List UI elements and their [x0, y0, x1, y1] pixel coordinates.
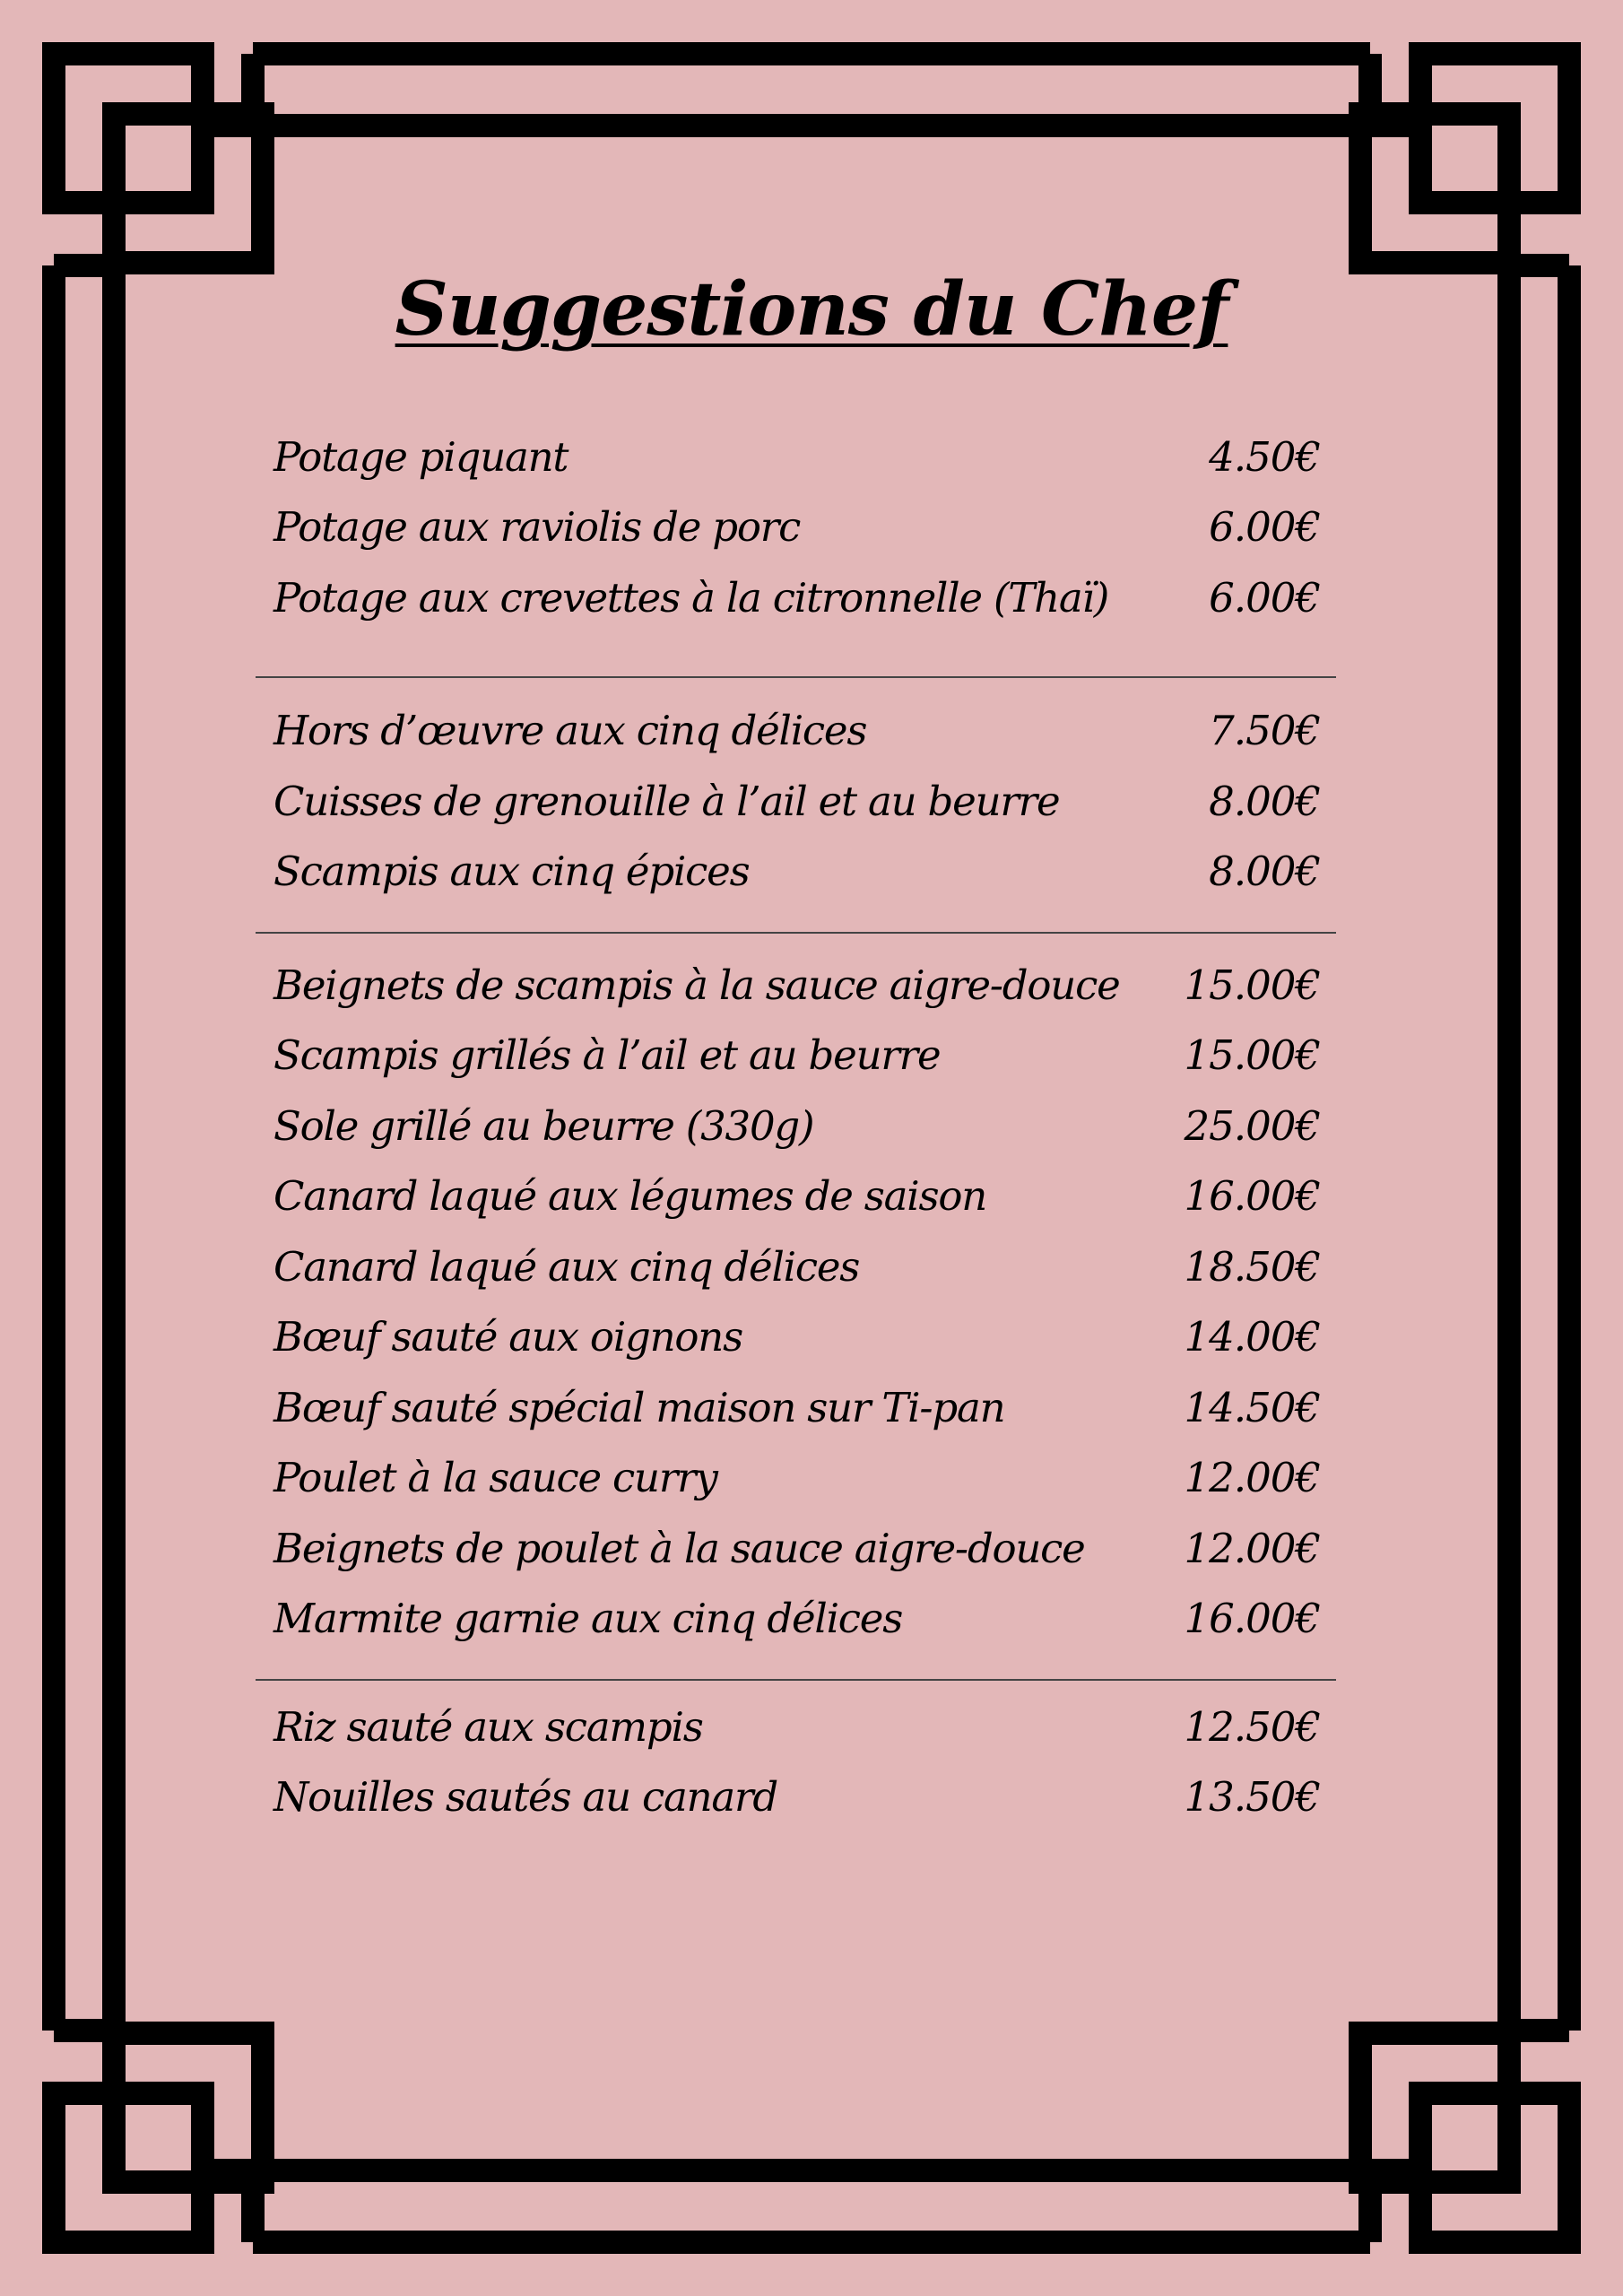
item-price: 8.00€ — [1209, 848, 1320, 896]
item-name: Bœuf sauté aux oignons — [273, 1313, 742, 1361]
item-name: Potage aux raviolis de porc — [273, 503, 801, 552]
menu-item — [256, 1231, 1336, 1302]
item-price: 6.00€ — [1209, 573, 1320, 622]
menu-section-soups — [256, 422, 1336, 633]
item-name: Nouilles sautés au canard — [273, 1773, 777, 1822]
item-name: Sole grillé au beurre (330g) — [273, 1101, 814, 1150]
item-price: 16.00€ — [1184, 1172, 1320, 1221]
item-price: 18.50€ — [1184, 1242, 1320, 1291]
menu-title — [0, 260, 1623, 359]
menu-item — [256, 837, 1336, 908]
item-price: 15.00€ — [1184, 1031, 1320, 1080]
item-name: Canard laqué aux légumes de saison — [273, 1172, 987, 1221]
item-name: Beignets de scampis à la sauce aigre-douce — [273, 961, 1120, 1009]
item-price: 25.00€ — [1184, 1101, 1320, 1150]
section-divider — [256, 932, 1336, 934]
menu-body — [256, 422, 1336, 1832]
item-price: 14.50€ — [1184, 1383, 1320, 1431]
item-name: Riz sauté aux scampis — [273, 1702, 703, 1751]
menu-item — [256, 1302, 1336, 1373]
item-price: 14.00€ — [1184, 1313, 1320, 1361]
menu-item — [256, 696, 1336, 767]
item-name: Potage piquant — [273, 432, 568, 481]
item-name: Bœuf sauté spécial maison sur Ti-pan — [273, 1383, 1005, 1431]
item-name: Hors d’œuvre aux cinq délices — [273, 707, 867, 755]
item-price: 16.00€ — [1184, 1595, 1320, 1643]
item-price: 13.50€ — [1184, 1773, 1320, 1822]
item-price: 6.00€ — [1209, 503, 1320, 552]
menu-section-mains — [256, 950, 1336, 1654]
menu-item — [256, 1762, 1336, 1833]
section-divider — [256, 676, 1336, 678]
item-name: Canard laqué aux cinq délices — [273, 1242, 860, 1291]
item-name: Marmite garnie aux cinq délices — [273, 1595, 903, 1643]
menu-item — [256, 950, 1336, 1021]
item-price: 15.00€ — [1184, 961, 1320, 1009]
item-price: 8.00€ — [1209, 777, 1320, 825]
item-name: Beignets de poulet à la sauce aigre-douce — [273, 1524, 1085, 1572]
item-name: Potage aux crevettes à la citronnelle (Thaï) — [273, 573, 1109, 622]
menu-item — [256, 1091, 1336, 1161]
menu-item — [256, 1584, 1336, 1655]
menu-item — [256, 766, 1336, 837]
item-name: Scampis aux cinq épices — [273, 848, 750, 896]
item-price: 12.00€ — [1184, 1454, 1320, 1502]
menu-item — [256, 562, 1336, 633]
menu-item — [256, 1443, 1336, 1514]
menu-item — [256, 492, 1336, 563]
menu-item — [256, 422, 1336, 492]
item-price: 12.00€ — [1184, 1524, 1320, 1572]
menu-section-starters — [256, 696, 1336, 908]
item-name: Cuisses de grenouille à l’ail et au beurre — [273, 777, 1060, 825]
item-price: 7.50€ — [1209, 707, 1320, 755]
item-name: Poulet à la sauce curry — [273, 1454, 717, 1502]
section-divider — [256, 1679, 1336, 1681]
item-price: 12.50€ — [1184, 1702, 1320, 1751]
menu-title-text: Suggestions du Chef — [395, 266, 1228, 352]
item-name: Scampis grillés à l’ail et au beurre — [273, 1031, 941, 1080]
menu-section-rice-noodles — [256, 1692, 1336, 1832]
menu-item — [256, 1513, 1336, 1584]
item-price: 4.50€ — [1209, 432, 1320, 481]
menu-item — [256, 1021, 1336, 1091]
menu-item — [256, 1692, 1336, 1762]
menu-item — [256, 1161, 1336, 1232]
menu-item — [256, 1372, 1336, 1443]
